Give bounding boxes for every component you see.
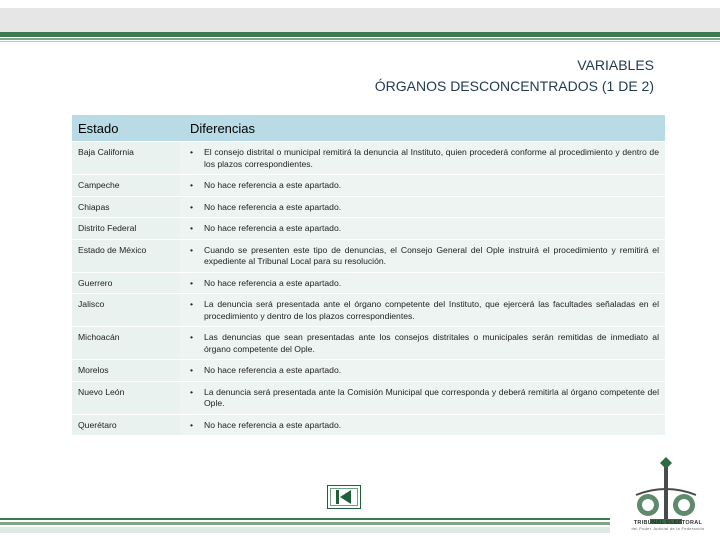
title-line-2: ÓRGANOS DESCONCENTRADOS (1 DE 2) bbox=[374, 78, 654, 94]
bottom-decorative-band bbox=[0, 514, 610, 540]
difference-cell bbox=[180, 381, 665, 414]
difference-cell bbox=[180, 327, 665, 360]
first-page-button[interactable] bbox=[327, 485, 361, 509]
state-cell: Querétaro bbox=[72, 414, 180, 436]
bullet-dot: • bbox=[190, 201, 194, 212]
bullet-item bbox=[190, 147, 659, 170]
top-band-green-light bbox=[0, 38, 720, 40]
state-cell: Estado de México bbox=[72, 239, 180, 272]
bullet-item bbox=[190, 278, 659, 290]
bullet-item bbox=[190, 202, 659, 214]
state-cell: Nuevo León bbox=[72, 381, 180, 414]
bullet-dot: • bbox=[190, 332, 194, 342]
bullet-dot: • bbox=[190, 244, 194, 255]
bullet-dot: • bbox=[190, 223, 194, 233]
bullet-dot: • bbox=[190, 365, 194, 375]
difference-text: El consejo distrital o municipal remitirá la denuncia al Instituto, quien procederá conforme al procedimiento y dentro de los plazos correspondientes. bbox=[204, 147, 659, 169]
difference-cell bbox=[180, 218, 665, 240]
bullet-dot: • bbox=[190, 180, 194, 190]
table-header-row bbox=[72, 115, 665, 142]
difference-text: Cuando se presenten este tipo de denuncias, el Consejo General del Ople instruirá el procedimiento y remitirá el expediente al Tribunal Local para su resolución. bbox=[204, 244, 659, 266]
table-row bbox=[72, 218, 665, 240]
difference-text: No hace referencia a este apartado. bbox=[204, 201, 342, 212]
difference-text: No hace referencia a este apartado. bbox=[204, 180, 342, 190]
bullet-item bbox=[190, 180, 659, 192]
difference-text: La denuncia será presentada ante el órgano competente del Instituto, que ejercerá las facultades señaladas en el procedimiento y dentro de los plazos correspondientes. bbox=[204, 299, 659, 321]
state-cell: Guerrero bbox=[72, 272, 180, 294]
table-row bbox=[72, 142, 665, 175]
bullet-item bbox=[190, 387, 659, 410]
difference-text: No hace referencia a este apartado. bbox=[204, 277, 342, 288]
header-estado: Estado bbox=[72, 115, 180, 142]
bullet-dot: • bbox=[190, 419, 194, 430]
header-diferencias: Diferencias bbox=[180, 115, 665, 142]
state-cell: Distrito Federal bbox=[72, 218, 180, 240]
state-cell: Morelos bbox=[72, 360, 180, 382]
difference-cell bbox=[180, 196, 665, 218]
table-row bbox=[72, 196, 665, 218]
table-row bbox=[72, 414, 665, 436]
state-cell: Baja California bbox=[72, 142, 180, 175]
logo-caption-title: TRIBUNAL ELECTORAL bbox=[633, 520, 703, 526]
bullet-dot: • bbox=[190, 277, 194, 288]
bottom-band-green-light bbox=[0, 522, 610, 525]
difference-cell bbox=[180, 294, 665, 327]
difference-cell bbox=[180, 142, 665, 175]
bullet-dot: • bbox=[190, 299, 194, 309]
bullet-dot: • bbox=[190, 386, 194, 397]
state-cell: Chiapas bbox=[72, 196, 180, 218]
difference-text: No hace referencia a este apartado. bbox=[204, 419, 342, 430]
first-page-icon bbox=[327, 485, 361, 509]
bullet-item bbox=[190, 420, 659, 432]
table-row bbox=[72, 239, 665, 272]
top-decorative-band bbox=[0, 0, 720, 44]
table-row bbox=[72, 175, 665, 197]
bullet-item bbox=[190, 299, 659, 322]
bullet-dot: • bbox=[190, 147, 194, 157]
title-line-1: VARIABLES bbox=[577, 57, 654, 73]
bullet-item bbox=[190, 332, 659, 355]
top-band-green-faint bbox=[0, 41, 720, 42]
difference-text: Las denuncias que sean presentadas ante los consejos distritales o municipales serán remitidas de inmediato al órgano competente del Ople. bbox=[204, 332, 659, 354]
difference-cell bbox=[180, 175, 665, 197]
table-row bbox=[72, 381, 665, 414]
difference-cell bbox=[180, 272, 665, 294]
logo-caption bbox=[620, 520, 716, 531]
top-band-green bbox=[0, 32, 720, 37]
table-row bbox=[72, 327, 665, 360]
table-row bbox=[72, 360, 665, 382]
bottom-band-green bbox=[0, 518, 610, 520]
state-cell: Michoacán bbox=[72, 327, 180, 360]
differences-table bbox=[72, 115, 665, 436]
top-band-gray bbox=[0, 8, 720, 32]
logo-caption-subtitle: del Poder Judicial de la Federación bbox=[631, 526, 705, 531]
difference-cell bbox=[180, 414, 665, 436]
difference-text: No hace referencia a este apartado. bbox=[204, 223, 342, 233]
slide-title bbox=[375, 55, 654, 97]
bullet-item bbox=[190, 365, 659, 377]
table-row bbox=[72, 294, 665, 327]
table-row bbox=[72, 272, 665, 294]
state-cell: Jalisco bbox=[72, 294, 180, 327]
difference-cell bbox=[180, 360, 665, 382]
difference-text: La denuncia será presentada ante la Comisión Municipal que corresponda y deberá remitirla al órgano competente del Ople. bbox=[204, 386, 659, 408]
difference-text: No hace referencia a este apartado. bbox=[204, 365, 342, 375]
bottom-band-faint bbox=[0, 527, 610, 533]
difference-cell bbox=[180, 239, 665, 272]
bullet-item bbox=[190, 245, 659, 268]
bullet-item bbox=[190, 223, 659, 235]
state-cell: Campeche bbox=[72, 175, 180, 197]
